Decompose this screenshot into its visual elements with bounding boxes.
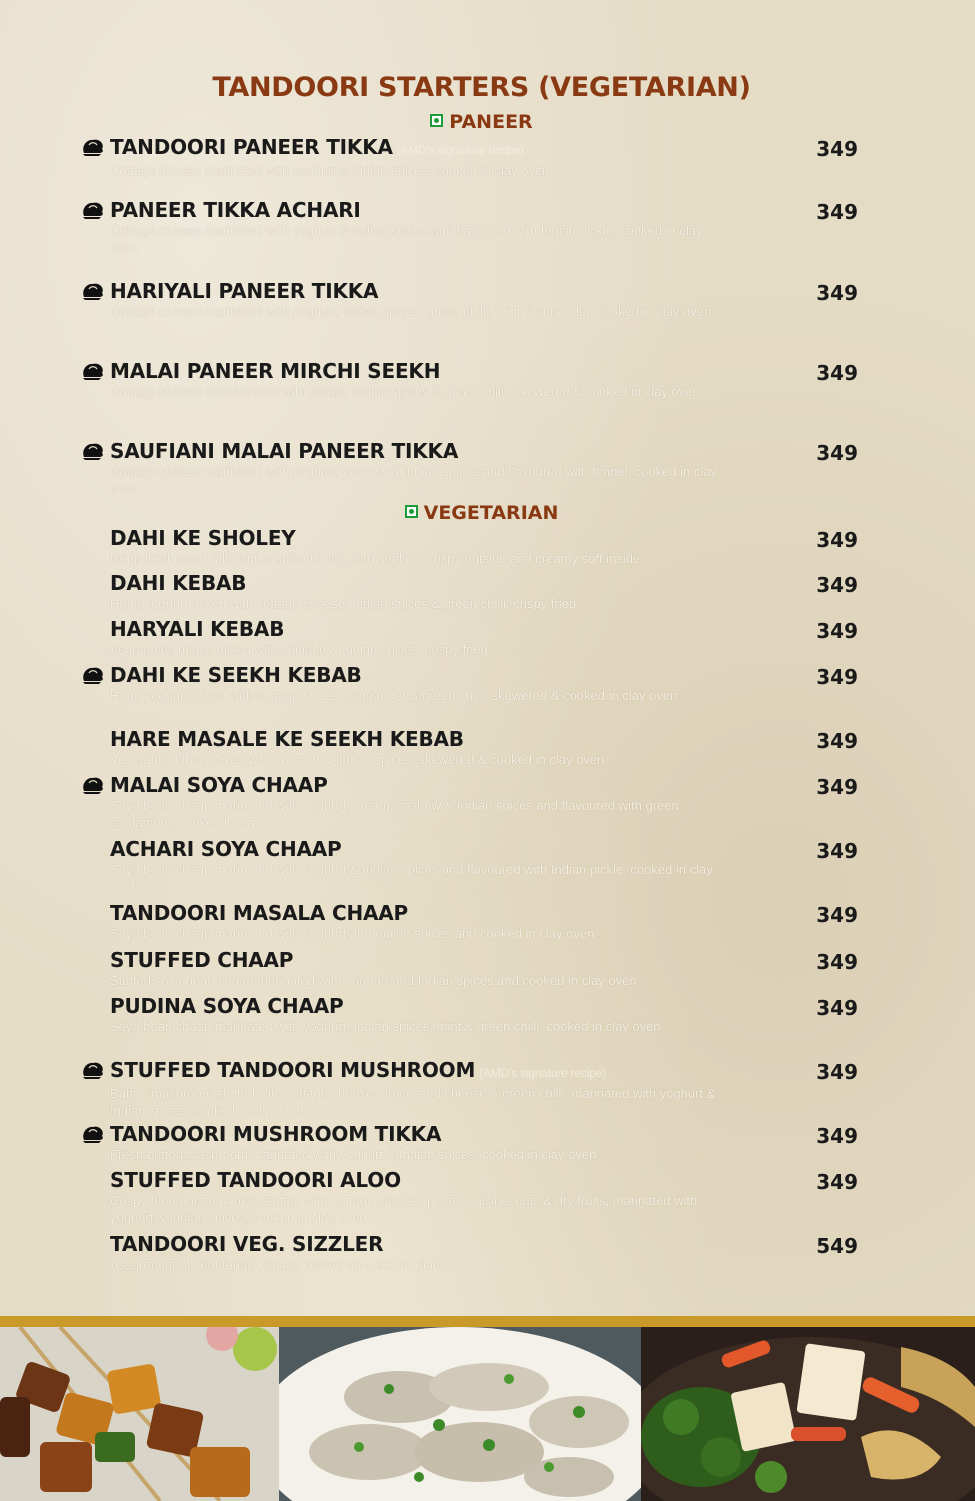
menu-item [110,359,870,400]
menu-item [110,198,870,256]
chef-hat-icon [80,441,106,461]
item-description: Soya bean chaap marinated with yoghurt, Indian spices, mint & green chilli, cooked in clay oven [110,1019,661,1034]
chef-hat-icon [80,1124,106,1144]
item-price: 349 [816,1060,858,1084]
item-note: (AMD's signature recipe) [479,1066,607,1080]
item-name-text: STUFFED TANDOORI ALOO [110,1168,401,1192]
item-name [110,663,870,687]
item-name-text: DAHI KEBAB [110,571,247,595]
item-price: 349 [816,996,858,1020]
item-price: 549 [816,1234,858,1258]
item-description: Cottage cheese marinated with yoghurt & Indian spices, cooked in clay oven [110,163,550,178]
item-name [110,948,870,972]
menu-item [110,617,870,658]
item-price: 349 [816,839,858,863]
chef-hat-icon [80,665,106,685]
item-name [110,773,870,797]
item-name [110,1122,870,1146]
item-name [110,1168,870,1192]
item-name-text: TANDOORI MUSHROOM TIKKA [110,1122,442,1146]
item-name-text: STUFFED TANDOORI MUSHROOM [110,1058,476,1082]
photo-veg-sizzler [641,1327,975,1501]
item-price: 349 [816,573,858,597]
section-paneer [0,111,963,133]
divider-bar [0,1316,975,1327]
item-name-text: DAHI KE SHOLEY [110,526,296,550]
item-description: Hung yoghurt mixed with cottage cheese, Indian spices & green chilli, crispy fried [110,596,577,611]
item-price: 349 [816,1170,858,1194]
chef-hat-icon [80,361,106,381]
chef-hat-icon [80,775,106,795]
item-name [110,439,870,463]
item-price: 349 [816,528,858,552]
menu-item [110,279,870,320]
item-name-text: TANDOORI MASALA CHAAP [110,901,408,925]
item-description: Crispy fried potato barrels stuffed with cottage cheese, potato, raisins, nuts & dry fruits, marinated with yoghurt & Indian spices, cooked in clay oven [110,1193,698,1225]
menu-item [110,135,870,179]
item-name-text: HARYALI KEBAB [110,617,285,641]
item-name [110,526,870,550]
item-price: 349 [816,200,858,224]
item-description: Button mushroom stuffed with cottage cheese, processed cheese & green chilli, marinated with yoghurt & Indian spices, cooked in clay oven [110,1086,716,1118]
item-name-text: HARE MASALE KE SEEKH KEBAB [110,727,464,751]
section-vegetarian-label: VEGETARIAN [423,502,559,524]
item-description: Assortment of vegetarian kebabs served on a sizzler plate [110,1257,444,1272]
photo-paneer-skewers [0,1327,279,1501]
item-name-text: SAUFIANI MALAI PANEER TIKKA [110,439,459,463]
item-name-text: HARIYALI PANEER TIKKA [110,279,379,303]
item-name [110,198,870,222]
item-description: Cottage cheese marinated with yoghurt, cashew & Indian spices and flavoured with fennel, cooked in clay oven [110,464,718,496]
item-price: 349 [816,729,858,753]
item-name [110,837,870,861]
item-name-text: STUFFED CHAAP [110,948,294,972]
item-price: 349 [816,137,858,161]
item-name-text: DAHI KE SEEKH KEBAB [110,663,362,687]
item-description: Hung yoghurt mixed with cottage cheese, coriander & green chilli, skewered & cooked in clay oven [110,688,678,703]
item-name [110,901,870,925]
item-name [110,994,870,1018]
menu-item [110,1058,870,1119]
menu-item [110,727,870,768]
item-price: 349 [816,903,858,927]
menu-item [110,948,870,989]
menu-item [110,773,870,831]
chef-hat-icon [80,200,106,220]
item-price: 349 [816,619,858,643]
item-description: Stuffed soya bean chaap marinated with yoghurt and Indian spices and cooked in clay oven [110,973,637,988]
menu-item [110,439,870,497]
item-price: 349 [816,775,858,799]
section-paneer-label: PANEER [449,111,533,133]
photo-malai-chaap [279,1327,641,1501]
item-name-text: PUDINA SOYA CHAAP [110,994,344,1018]
menu-item [110,1122,870,1163]
item-description: Deep fried bread rolls with a spiced hung curd stuffing, crispy outside and creamy soft inside [110,551,641,566]
item-description: Vegetables mince mixed with spinach & Indian spices, crispy fried [110,642,488,657]
menu-title: TANDOORI STARTERS (VEGETARIAN) [212,72,751,103]
menu-item [110,1168,870,1226]
chef-hat-icon [80,281,106,301]
item-name [110,135,870,162]
chef-hat-icon [80,1060,106,1080]
item-note: (AMD's signature recipe) [396,143,524,157]
item-description: Cottage cheese marinated with yoghurt & Indian spices and flavoured with Indian pickle, cooked in clay oven [110,223,703,255]
item-name [110,571,870,595]
item-price: 349 [816,441,858,465]
section-vegetarian [0,502,963,524]
item-description: Cottage cheese marinated with yoghurt, Indian spices, green chilli, mint & coriander, cooked in clay oven [110,304,712,319]
item-price: 349 [816,361,858,385]
item-name [110,1058,870,1085]
item-description: Soya bean chaap marinated with yoghurt and Indian spices and cooked in clay oven [110,926,595,941]
item-name [110,727,870,751]
menu-item [110,901,870,942]
item-name [110,359,870,383]
chef-hat-icon [80,137,106,157]
item-name [110,1232,870,1256]
item-name-text: ACHARI SOYA CHAAP [110,837,342,861]
item-name-text: MALAI SOYA CHAAP [110,773,328,797]
item-description: Soya bean chaap marinated with yoghurt & Indian spices and flavoured with Indian pickle, cooked in clay oven [110,862,713,894]
menu-item [110,571,870,612]
item-name [110,617,870,641]
menu-item [110,837,870,895]
item-description: Soya bean chaap marinated with yoghurt, cream, cashew & Indian spices and flavoured with green cardamom, cooked in clay oven [110,798,679,830]
item-description: Fresh button mushroom marinated with yoghurt & Indian spices, cooked in clay oven [110,1147,597,1162]
menu-item [110,994,870,1035]
item-description: Vegetable mince mixed with spinach & Indian spices, skewered & cooked in clay oven [110,752,605,767]
menu-item [110,526,870,567]
menu-item [110,663,870,704]
item-price: 349 [816,665,858,689]
item-name [110,279,870,303]
item-price: 349 [816,950,858,974]
item-description: Cottage cheese crumb mixed with cream, Indian spices & green chilli, skewered & cooked in clay oven [110,384,700,399]
item-name-text: PANEER TIKKA ACHARI [110,198,361,222]
item-name-text: TANDOORI VEG. SIZZLER [110,1232,384,1256]
item-price: 349 [816,281,858,305]
veg-icon [430,114,443,127]
item-name-text: TANDOORI PANEER TIKKA [110,135,393,159]
menu-item [110,1232,870,1273]
item-price: 349 [816,1124,858,1148]
item-name-text: MALAI PANEER MIRCHI SEEKH [110,359,441,383]
veg-icon [405,505,418,518]
